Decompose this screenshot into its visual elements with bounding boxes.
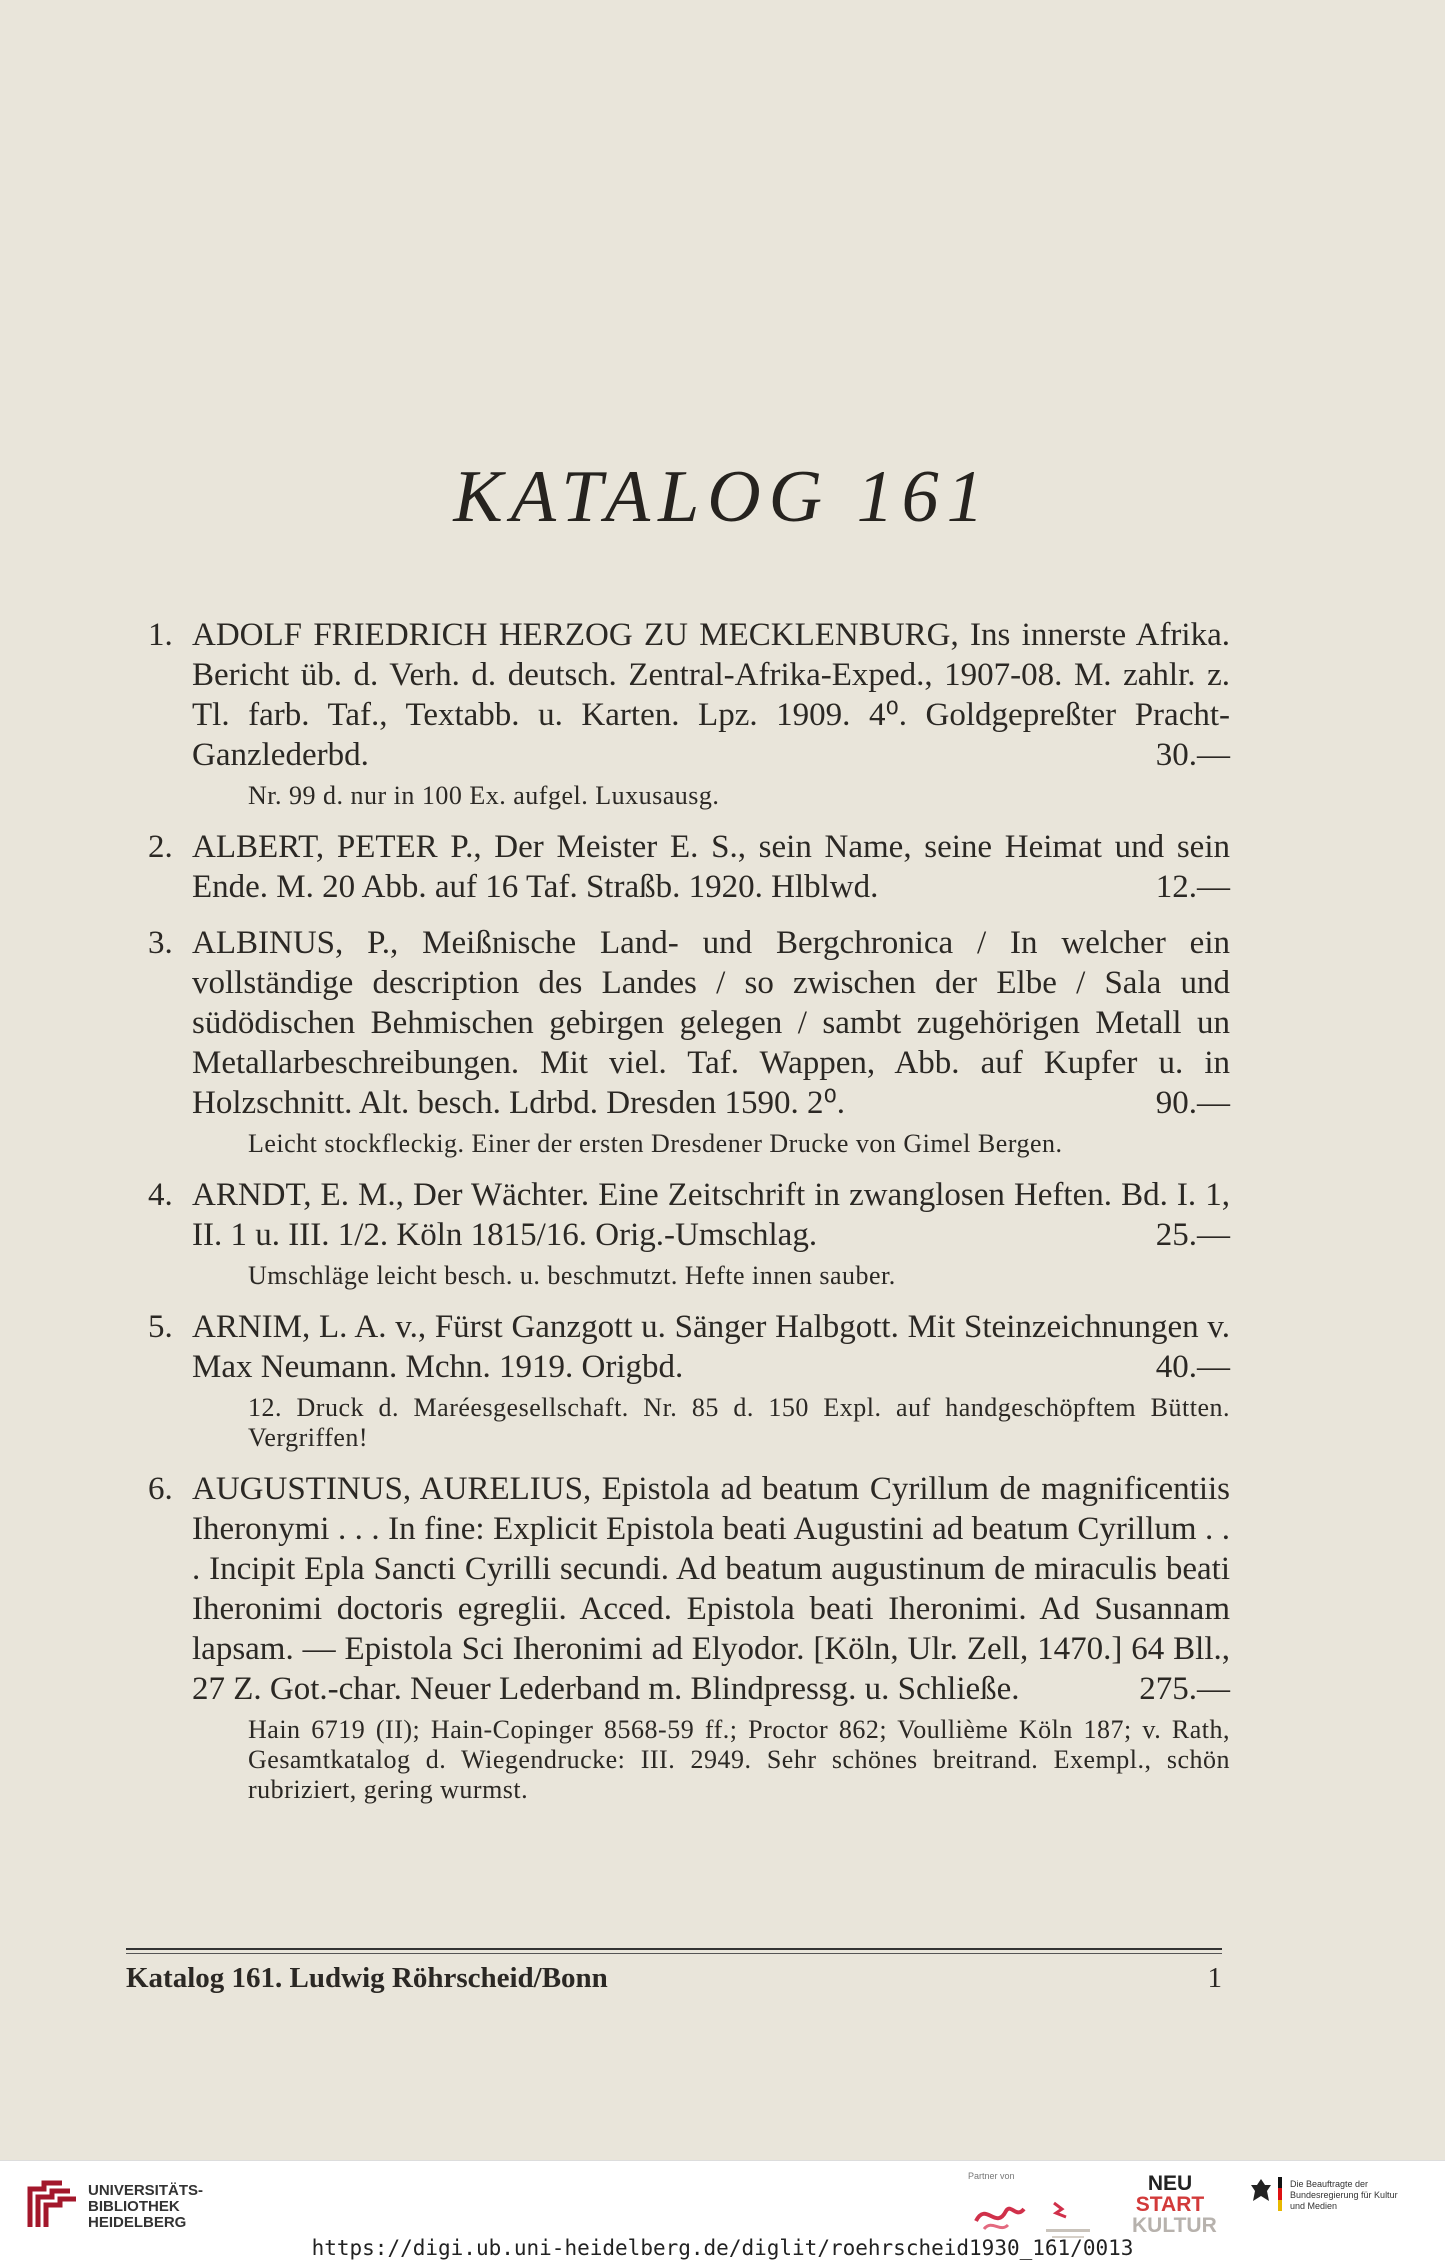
catalog-entry (148, 615, 1230, 811)
entry-price: 40.— (1155, 1349, 1230, 1385)
entry-note: Leicht stockfleckig. Einer der ersten Dresdener Drucke von Gimel Bergen. (248, 1129, 1063, 1158)
entry-number: 5. (148, 1309, 173, 1345)
catalog-entry (148, 923, 1230, 1159)
university-library-name[interactable]: UNIVERSITÄTS- BIBLIOTHEK HEIDELBERG (88, 2182, 204, 2231)
footer-rule (126, 1953, 1222, 1954)
university-library-logo-icon[interactable] (22, 2175, 82, 2235)
partner-label: Partner von (968, 2171, 1015, 2181)
footer-rule (126, 1948, 1222, 1950)
entry-text: ALBINUS, P., Meißnische Land- und Bergchronica / In welcher ein vollständige description des Landes / so zwischen der Elbe / Sala und südödischen Behmischen gebirgen gelegen / sambt zugehörigen Metall un Metallarbeschreibungen. Mit viel. Taf. Wappen, Abb. auf Kupfer u. in Holzschnitt. Alt. besch. Ldrbd. Dresden 1590. 2⁰. (192, 925, 1230, 1121)
page-url[interactable]: https://digi.ub.uni-heidelberg.de/diglit/roehrscheid1930_161/0013 (311, 2236, 1134, 2260)
flag-bar-icon (1278, 2177, 1282, 2211)
entry-price: 25.— (1155, 1217, 1230, 1253)
entry-note: Umschläge leicht besch. u. beschmutzt. Hefte innen sauber. (248, 1261, 896, 1290)
footer-title: Katalog 161. Ludwig Röhrscheid/Bonn (126, 1962, 608, 1994)
entry-number: 3. (148, 925, 173, 961)
entry-text: ADOLF FRIEDRICH HERZOG ZU MECKLENBURG, Ins innerste Afrika. Bericht üb. d. Verh. d. deutsch. Zentral-Afrika-Exped., 1907-08. M. zahlr. z. Tl. farb. Taf., Textabb. u. Karten. Lpz. 1909. 4⁰. Goldgepreßter Pracht-Ganzlederbd. (192, 617, 1230, 773)
entry-note: 12. Druck d. Maréesgesellschaft. Nr. 85 d. 150 Expl. auf handgeschöpftem Bütten. Vergriffen! (248, 1393, 1230, 1452)
catalog-entry (148, 1175, 1230, 1291)
entry-text: AUGUSTINUS, AURELIUS, Epistola ad beatum Cyrillum de magnificentiis Iheronymi . . . In fine: Explicit Epistola beati Augustini ad beatum Cyrillum . . . Incipit Epla Sancti Cyrilli secundi. Ad beatum augustinum de miraculis beati Iheronimi doctoris egreglii. Acced. Epistola beati Iheronimi. Ad Susannam lapsam. — Epistola Sci Iheronimi ad Elyodor. [Köln, Ulr. Zell, 1470.] 64 Bll., 27 Z. Got.-char. Neuer Lederband m. Blindpressg. u. Schließe. (192, 1471, 1230, 1707)
entry-note: Nr. 99 d. nur in 100 Ex. aufgel. Luxusausg. (248, 781, 720, 810)
entry-text: ALBERT, PETER P., Der Meister E. S., sein Name, seine Heimat und sein Ende. M. 20 Abb. auf 16 Taf. Straßb. 1920. Hlblwd. (192, 829, 1230, 905)
entry-price: 12.— (1155, 869, 1230, 905)
entry-text: ARNDT, E. M., Der Wächter. Eine Zeitschrift in zwanglosen Heften. Bd. I. 1, II. 1 u. III. 1/2. Köln 1815/16. Orig.-Umschlag. (192, 1177, 1230, 1253)
entry-price: 30.— (1155, 737, 1230, 773)
catalog-entries (148, 615, 1230, 1821)
neustart-kultur-logo[interactable]: NEU START KULTUR (1132, 2172, 1217, 2237)
entry-number: 1. (148, 617, 173, 653)
catalog-entry (148, 1307, 1230, 1453)
entry-note: Hain 6719 (II); Hain-Copinger 8568-59 ff.; Proctor 862; Voullième Köln 187; v. Rath, Gesamtkatalog d. Wiegendrucke: III. 2949. Sehr schönes breitrand. Exempl., schön rubriziert, gering wurmst. (248, 1715, 1230, 1804)
entry-price: 90.— (1155, 1085, 1230, 1121)
entry-text: ARNIM, L. A. v., Fürst Ganzgott u. Sänger Halbgott. Mit Steinzeichnungen v. Max Neumann. Mchn. 1919. Origbd. (192, 1309, 1230, 1385)
catalog-entry (148, 827, 1230, 907)
catalog-entry (148, 1469, 1230, 1805)
federal-commissioner-text: Die Beauftragte der Bundesregierung für Kultur und Medien (1290, 2179, 1398, 2211)
entry-number: 2. (148, 829, 173, 865)
page-number: 1 (1207, 1962, 1222, 1994)
entry-number: 6. (148, 1471, 173, 1507)
federal-eagle-icon (1250, 2177, 1272, 2205)
catalog-heading: KATALOG 161 (453, 456, 992, 538)
entry-price: 275.— (1139, 1671, 1230, 1707)
entry-number: 4. (148, 1177, 173, 1213)
page-footer (126, 1962, 1222, 1995)
